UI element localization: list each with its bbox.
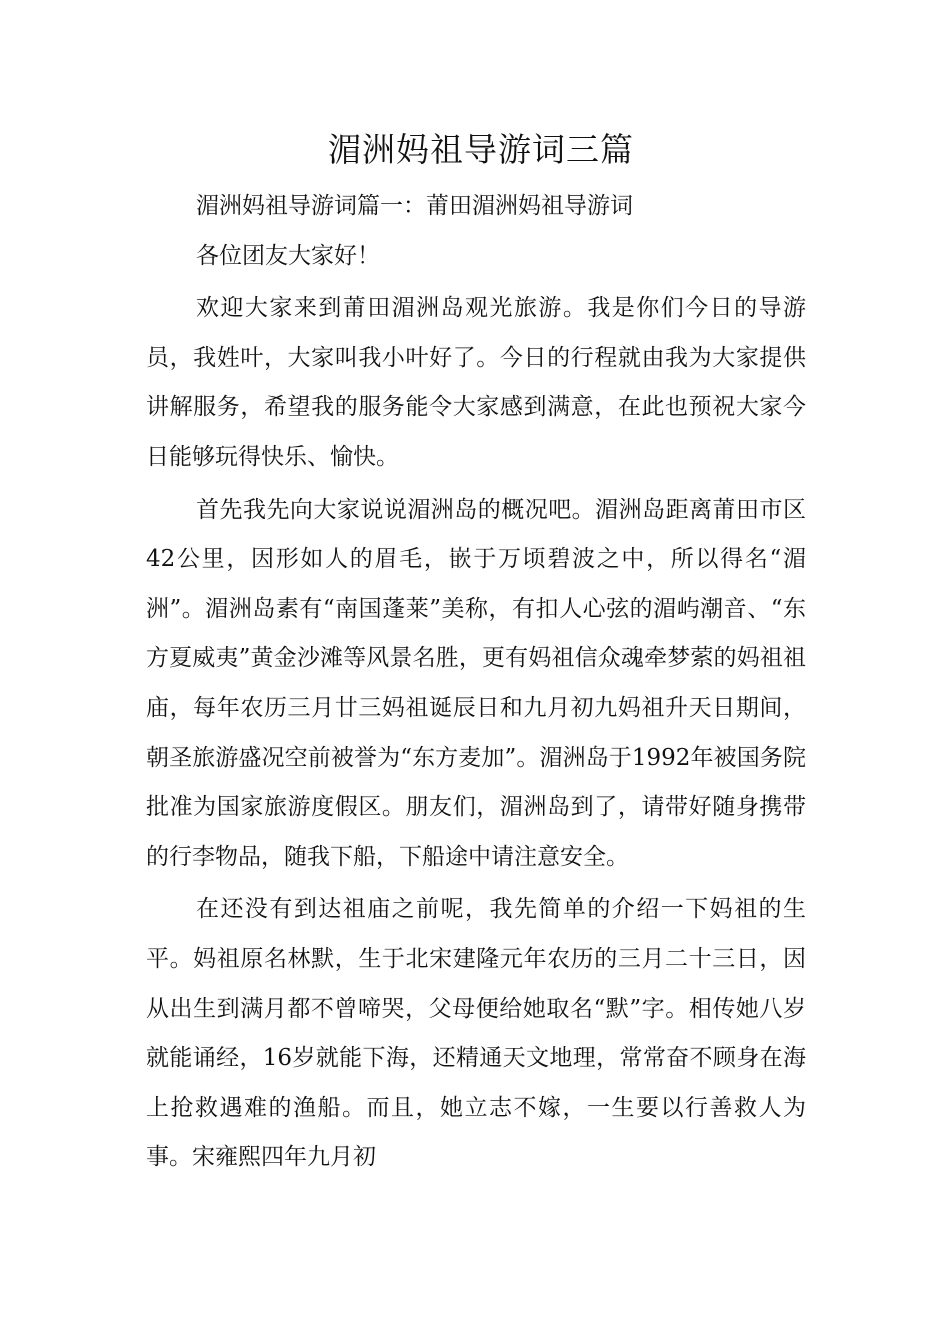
section-heading: 湄洲妈祖导游词篇一：莆田湄洲妈祖导游词 <box>196 193 633 219</box>
document-title: 湄洲妈祖导游词三篇 <box>328 130 634 169</box>
document-body <box>146 118 806 1183</box>
island-overview-paragraph: 首先我先向大家说说湄洲岛的概况吧。湄洲岛距离莆田市区42公里，因形如人的眉毛，嵌于万顷碧波之中，所以得名“湄洲”。湄洲岛素有“南国蓬莱”美称，有扣人心弦的湄屿潮音、“东方夏威夷”黄金沙滩等风景名胜，更有妈祖信众魂牵梦萦的妈祖祖庙，每年农历三月廿三妈祖诞辰日和九月初九妈祖升天日期间，朝圣旅游盛况空前被誉为“东方麦加”。湄洲岛于1992年被国务院批准为国家旅游度假区。朋友们，湄洲岛到了，请带好随身携带的行李物品，随我下船，下船途中请注意安全。 <box>146 496 806 870</box>
greeting-paragraph: 各位团友大家好！ <box>196 242 380 269</box>
welcome-paragraph: 欢迎大家来到莆田湄洲岛观光旅游。我是你们今日的导游员，我姓叶，大家叫我小叶好了。今日的行程就由我为大家提供讲解服务，希望我的服务能令大家感到满意，在此也预祝大家今日能够玩得快乐、愉快。 <box>146 295 806 470</box>
mazu-biography-paragraph: 在还没有到达祖庙之前呢，我先简单的介绍一下妈祖的生平。妈祖原名林默，生于北宋建隆元年农历的三月二十三日，因从出生到满月都不曾啼哭，父母便给她取名“默”字。相传她八岁就能诵经，16岁就能下海，还精通天文地理，常常奋不顾身在海上抢救遇难的渔船。而且，她立志不嫁，一生要以行善救人为事。宋雍熙四年九月初 <box>146 896 806 1171</box>
